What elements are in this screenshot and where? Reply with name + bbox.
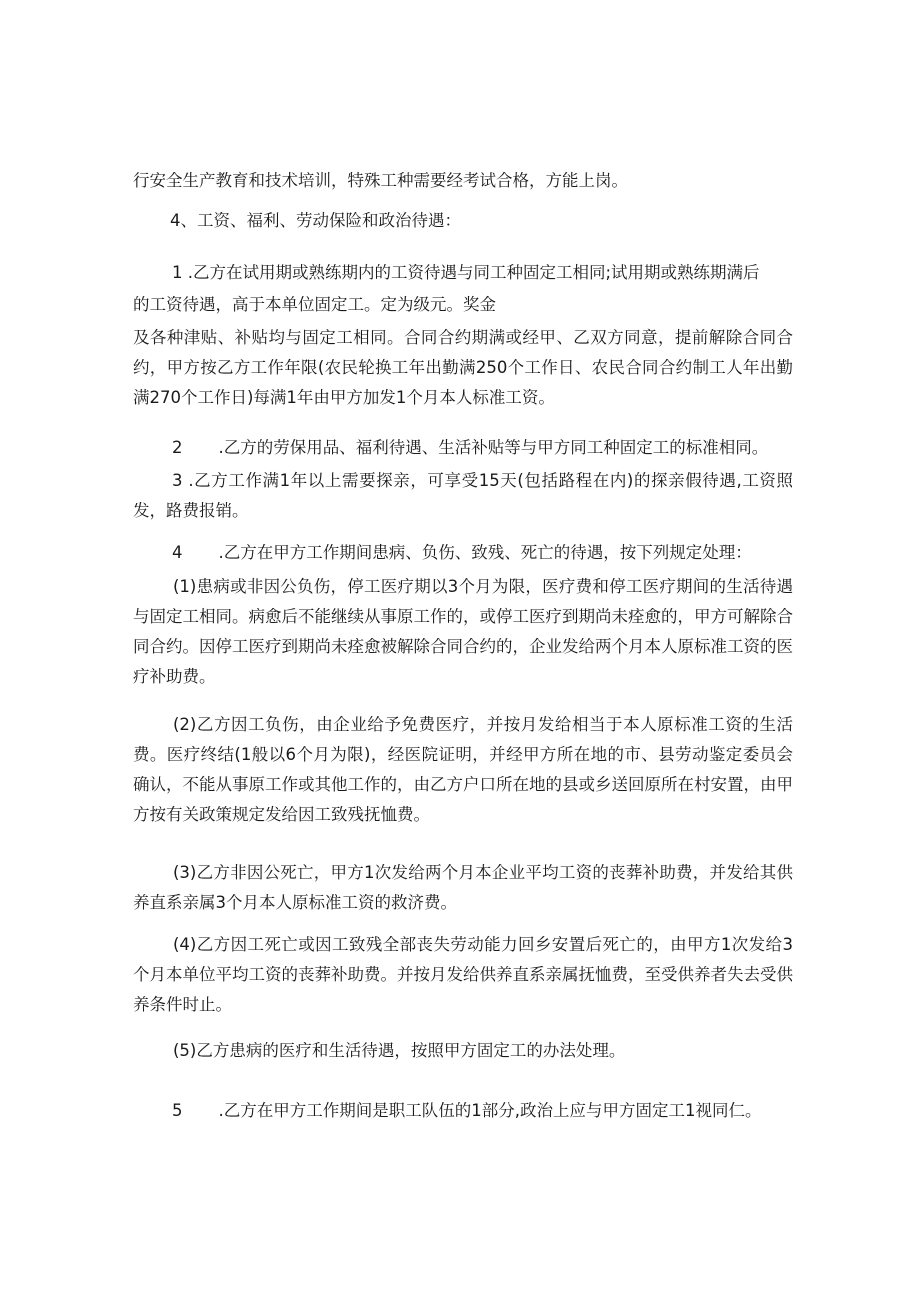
paragraph-1-line3: 及各种津贴、补贴均与固定工相同。合同合约期满或经甲、乙双方同意，提前解除合同合约，甲方按乙方工作年限(农民轮换工年出勤满250个工作日、农民合同合约制工人年出勤满270个工作日)每满1年由甲方加发1个月本人标准工资。	[133, 328, 793, 407]
item-text: .乙方在甲方工作期间患病、负伤、致残、死亡的待遇，按下列规定处理：	[218, 543, 752, 562]
item-text: .乙方的劳保用品、福利待遇、生活补贴等与甲方同工种固定工的标准相同。	[218, 438, 769, 457]
paragraph-1-line2: 的工资待遇，高于本单位固定工。定为级元。奖金	[133, 295, 496, 314]
item-number: 2	[172, 438, 183, 457]
paragraph-4-4: (4)乙方因工死亡或因工致残全部丧失劳动能力回乡安置后死亡的，由甲方1次发给3个月本单位平均工资的丧葬补助费。并按月发给供养直系亲属抚恤费，至受供养者失去受供养条件时止。	[133, 935, 793, 1014]
section-heading-wages: 4、工资、福利、劳动保险和政治待遇：	[170, 211, 461, 230]
item-text: .乙方工作满1年以上需要探亲，可享受15天(包括路程在内)的探亲假待遇,工资照发，路费报销。	[133, 471, 794, 520]
paragraph-2	[172, 433, 768, 463]
paragraph-training: 行安全生产教育和技术培训，特殊工种需要经考试合格，方能上岗。	[133, 171, 628, 190]
item-text: .乙方在甲方工作期间是职工队伍的1部分,政治上应与甲方固定工1视同仁。	[218, 1101, 762, 1120]
paragraph-4-3: (3)乙方非因公死亡，甲方1次发给两个月本企业平均工资的丧葬补助费，并发给其供养直系亲属3个月本人原标准工资的救济费。	[133, 863, 793, 912]
item-number: 5	[172, 1101, 183, 1120]
item-number: 1	[172, 263, 183, 282]
paragraph-4-5: (5)乙方患病的医疗和生活待遇，按照甲方固定工的办法处理。	[173, 1041, 626, 1060]
paragraph-1-line1	[172, 258, 760, 288]
paragraph-4-1: (1)患病或非因公负伤，停工医疗期以3个月为限，医疗费和停工医疗期间的生活待遇与固定工相同。病愈后不能继续从事原工作的，或停工医疗到期尚未痊愈的，甲方可解除合同合约。因停工医疗到期尚未痊愈被解除合同合约的，企业发给两个月本人原标准工资的医疗补助费。	[133, 577, 793, 686]
item-number: 4	[172, 543, 183, 562]
paragraph-3	[133, 466, 793, 526]
item-text: .乙方在试用期或熟练期内的工资待遇与同工种固定工相同;试用期或熟练期满后	[187, 263, 760, 282]
paragraph-5	[172, 1096, 762, 1126]
paragraph-4-2: (2)乙方因工负伤，由企业给予免费医疗，并按月发给相当于本人原标准工资的生活费。医疗终结(1般以6个月为限)，经医院证明，并经甲方所在地的市、县劳动鉴定委员会确认，不能从事原工作或其他工作的，由乙方户口所在地的县或乡送回原所在村安置，由甲方按有关政策规定发给因工致残抚恤费。	[133, 715, 793, 824]
item-number: 3	[172, 471, 183, 490]
paragraph-4	[172, 538, 752, 568]
